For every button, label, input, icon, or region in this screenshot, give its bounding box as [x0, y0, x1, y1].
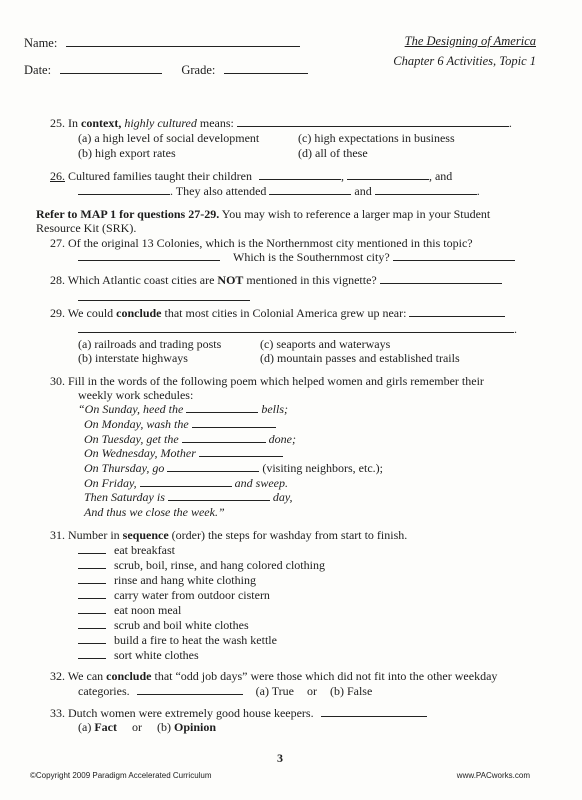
q31-bold: sequence [122, 528, 169, 542]
page-number: 3 [277, 751, 283, 765]
q26-text-2: . They also attended [170, 184, 267, 198]
map-ref-bold: Refer to MAP 1 for questions 27-29. [36, 207, 220, 221]
q29-pre: We could [67, 306, 114, 320]
name-blank[interactable] [66, 36, 300, 47]
q25-bold: context, [81, 116, 122, 130]
q25-option-a: (a) a high level of social development [78, 131, 260, 145]
q25-term: highly cultured [124, 116, 197, 130]
step-7 [78, 633, 277, 648]
poem-blank-2[interactable] [192, 417, 276, 428]
poem-text: On Monday, wash the [84, 417, 189, 431]
poem-text: “On Sunday, heed the [78, 402, 184, 416]
step-blank[interactable] [78, 544, 106, 554]
name-field [24, 36, 300, 51]
question-29 [50, 306, 505, 321]
q26-line-2: . They also attended and . [78, 184, 480, 199]
q26-and: , and [428, 169, 453, 183]
poem-line-6 [84, 476, 288, 491]
step-blank[interactable] [78, 634, 106, 644]
poem-line-2 [84, 417, 276, 432]
q27-line-2 [78, 250, 515, 265]
q33-option-b-letter: (b) [156, 720, 171, 734]
q30-line-2: weekly work schedules: [78, 388, 194, 402]
step-blank[interactable] [78, 559, 106, 569]
poem-text: (visiting neighbors, etc.); [262, 461, 383, 475]
q28-pre: Which Atlantic coast cities are [67, 273, 215, 287]
question-number: 25. [50, 116, 65, 130]
question-number: 33. [50, 706, 65, 720]
q32-line-2 [78, 684, 372, 699]
q32-blank[interactable] [137, 684, 243, 695]
q32-pre: We can [67, 669, 104, 683]
question-33 [50, 706, 427, 721]
poem-line-7 [84, 490, 293, 505]
q29-option-b: (b) interstate highways [78, 351, 188, 365]
poem-text: bells; [261, 402, 288, 416]
step-blank[interactable] [78, 604, 106, 614]
date-label: Date: [24, 63, 52, 77]
q32-option-a: (a) True [255, 684, 294, 698]
q32-option-b: (b) False [329, 684, 373, 698]
step-2 [78, 558, 325, 573]
poem-text: On Thursday, go [84, 461, 165, 475]
q25-suffix: means: [199, 116, 234, 130]
poem-blank-1[interactable] [186, 402, 258, 413]
step-6 [78, 618, 249, 633]
name-label: Name: [24, 36, 58, 50]
poem-text: day, [272, 490, 293, 504]
q25-blank[interactable] [237, 116, 509, 127]
q29-line-2: . [78, 322, 517, 337]
q29-blank-2[interactable] [78, 322, 514, 333]
map-reference [36, 207, 490, 222]
question-number: 28. [50, 273, 65, 287]
q33-blank[interactable] [321, 706, 427, 717]
poem-text: On Tuesday, get the [84, 432, 179, 446]
question-number: 26. [50, 169, 65, 183]
poem-line-3 [84, 432, 296, 447]
q33-text: Dutch women were extremely good house keepers. [68, 706, 314, 720]
q29-bold: conclude [116, 306, 162, 320]
step-text: scrub, boil, rinse, and hang colored clothing [114, 558, 325, 572]
poem-text: On Friday, [84, 476, 137, 490]
q29-option-c: (c) seaports and waterways [260, 337, 391, 351]
poem-line-8: And thus we close the week.” [84, 505, 225, 519]
q28-bold: NOT [217, 273, 244, 287]
question-32 [50, 669, 497, 684]
date-field [24, 63, 308, 78]
q30-text: Fill in the words of the following poem which helped women and girls remember their [68, 374, 484, 388]
poem-line-4 [84, 446, 283, 461]
q31-post: (order) the steps for washday from start to finish. [171, 528, 408, 542]
q33-options [78, 720, 216, 735]
step-text: eat breakfast [114, 543, 175, 557]
q26-and-2: and [354, 184, 372, 198]
question-number: 29. [50, 306, 65, 320]
step-blank[interactable] [78, 619, 106, 629]
q31-pre: Number in [68, 528, 120, 542]
step-blank[interactable] [78, 649, 106, 659]
poem-blank-7[interactable] [168, 490, 270, 501]
q29-option-d: (d) mountain passes and established trails [260, 351, 460, 365]
website: www.PACworks.com [456, 771, 530, 780]
q26-blank-4[interactable] [269, 184, 351, 195]
step-text: rinse and hang white clothing [114, 573, 256, 587]
q26-blank-3[interactable] [78, 184, 170, 195]
q32-post: that “odd job days” were those which did not fit into the other weekday [154, 669, 498, 683]
poem-line-1 [78, 402, 288, 417]
q27-text-2: Which is the Southernmost city? [233, 250, 390, 264]
step-text: scrub and boil white clothes [114, 618, 249, 632]
grade-label: Grade: [181, 63, 216, 77]
step-4 [78, 588, 270, 603]
copyright: ©Copyright 2009 Paradigm Accelerated Curriculum [30, 771, 212, 780]
q25-option-c: (c) high expectations in business [298, 131, 455, 145]
q26-blank-2[interactable] [347, 169, 429, 180]
question-number: 27. [50, 236, 65, 250]
q29-option-a: (a) railroads and trading posts [78, 337, 222, 351]
step-1 [78, 543, 175, 558]
poem-text: Then Saturday is [84, 490, 165, 504]
question-30 [50, 374, 484, 389]
q27-blank-1[interactable] [78, 250, 220, 261]
step-3 [78, 573, 256, 588]
step-blank[interactable] [78, 574, 106, 584]
question-number: 32. [50, 669, 65, 683]
q25-option-b: (b) high export rates [78, 146, 176, 160]
q32-or: or [306, 684, 317, 698]
map-ref-text: You may wish to reference a larger map in your Student [221, 207, 491, 221]
q32-bold: conclude [106, 669, 152, 683]
q33-option-a-letter: (a) [78, 720, 92, 734]
q28-line-2 [78, 290, 250, 305]
question-28 [50, 273, 502, 288]
step-5 [78, 603, 181, 618]
q27-blank-2[interactable] [393, 250, 515, 261]
q26-blank-5[interactable] [375, 184, 477, 195]
q33-or: or [131, 720, 142, 734]
poem-line-5 [84, 461, 383, 476]
q26-text: Cultured families taught their children [68, 169, 252, 183]
book-title-text: The Designing of America [404, 34, 536, 48]
q33-option-a: Fact [94, 720, 117, 734]
q29-post: that most cities in Colonial America grew up near: [164, 306, 407, 320]
grade-blank[interactable] [224, 63, 308, 74]
step-text: carry water from outdoor cistern [114, 588, 270, 602]
poem-blank-3[interactable] [182, 432, 266, 443]
step-8 [78, 648, 199, 663]
step-blank[interactable] [78, 589, 106, 599]
poem-text: On Wednesday, Mother [84, 446, 196, 460]
q33-option-b: Opinion [173, 720, 217, 734]
poem-blank-4[interactable] [199, 446, 283, 457]
poem-text: done; [268, 432, 296, 446]
q28-post: mentioned in this vignette? [246, 273, 377, 287]
poem-blank-5[interactable] [167, 461, 259, 472]
book-title [405, 34, 536, 49]
question-26: 26. Cultured families taught their children , , and [50, 169, 453, 183]
poem-text: and sweep. [234, 476, 288, 490]
q29-blank-1[interactable] [409, 306, 505, 317]
step-text: sort white clothes [114, 648, 199, 662]
map-ref-line-2: Resource Kit (SRK). [36, 221, 137, 235]
question-25: 25. In context, highly cultured means: . [50, 116, 512, 130]
question-number: 30. [50, 374, 65, 388]
q28-blank-1[interactable] [380, 273, 502, 284]
q26-blank-1[interactable] [259, 169, 341, 180]
step-text: eat noon meal [114, 603, 182, 617]
chapter-label: Chapter 6 Activities, Topic 1 [393, 54, 536, 68]
question-number: 31. [50, 528, 65, 542]
question-27 [50, 236, 473, 251]
q27-text: Of the original 13 Colonies, which is the Northernmost city mentioned in this topic? [68, 236, 473, 250]
question-31 [50, 528, 407, 543]
q25-prefix: In [68, 116, 78, 130]
date-blank[interactable] [60, 63, 162, 74]
q28-blank-2[interactable] [78, 290, 250, 301]
poem-blank-6[interactable] [140, 476, 232, 487]
q25-option-d: (d) all of these [298, 146, 368, 160]
q32-text-2: categories. [78, 684, 130, 698]
step-text: build a fire to heat the wash kettle [114, 633, 277, 647]
